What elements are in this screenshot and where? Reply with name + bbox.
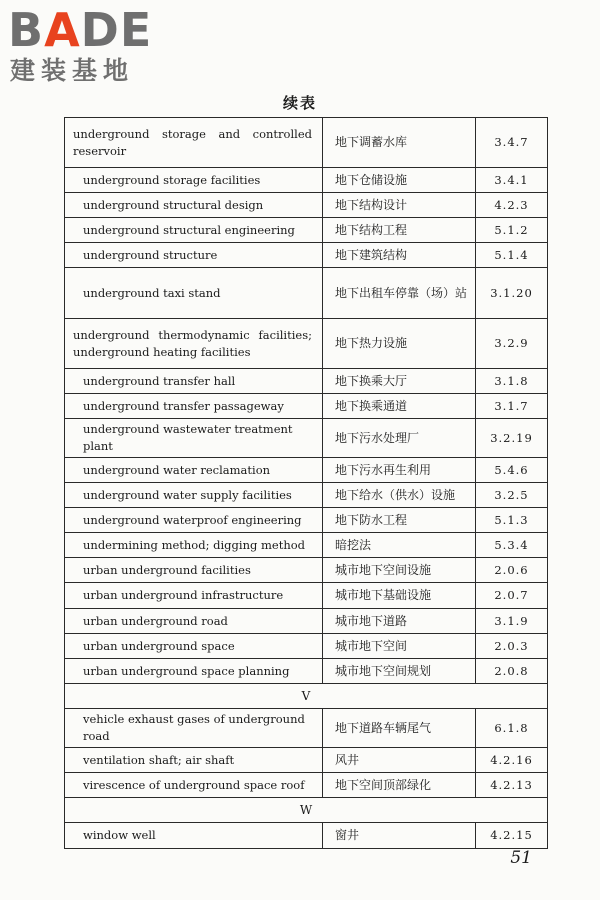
chinese-term: 地下防水工程 [323, 508, 476, 533]
clause-number: 5.3.4 [476, 533, 548, 558]
clause-number: 5.1.2 [476, 218, 548, 243]
english-term: underground water reclamation [65, 458, 323, 483]
section-letter-row [65, 684, 548, 709]
glossary-table-container [64, 117, 547, 849]
english-term: undermining method; digging method [65, 533, 323, 558]
clause-number: 3.2.9 [476, 319, 548, 369]
table-row [65, 748, 548, 773]
chinese-term: 地下污水再生利用 [323, 458, 476, 483]
english-term: underground transfer passageway [65, 394, 323, 419]
table-row [65, 394, 548, 419]
table-row [65, 583, 548, 609]
clause-number: 2.0.7 [476, 583, 548, 609]
table-row [65, 773, 548, 798]
english-term: underground storage and controlled reservoir [65, 118, 323, 168]
chinese-term: 城市地下空间规划 [323, 659, 476, 684]
table-row [65, 609, 548, 634]
english-term: underground water supply facilities [65, 483, 323, 508]
clause-number: 3.1.8 [476, 369, 548, 394]
section-letter: V [65, 684, 548, 709]
chinese-term: 地下结构设计 [323, 193, 476, 218]
table-row [65, 458, 548, 483]
clause-number: 4.2.16 [476, 748, 548, 773]
clause-number: 5.4.6 [476, 458, 548, 483]
clause-number: 3.1.7 [476, 394, 548, 419]
table-row [65, 118, 548, 168]
table-row [65, 659, 548, 684]
page-number: 51 [510, 848, 532, 868]
chinese-term: 地下调蓄水库 [323, 118, 476, 168]
table-row [65, 218, 548, 243]
chinese-term: 地下污水处理厂 [323, 419, 476, 458]
table-row [65, 558, 548, 583]
table-row [65, 193, 548, 218]
table-row [65, 483, 548, 508]
clause-number: 2.0.8 [476, 659, 548, 684]
english-term: virescence of underground space roof [65, 773, 323, 798]
chinese-term: 城市地下空间 [323, 634, 476, 659]
chinese-term: 暗挖法 [323, 533, 476, 558]
clause-number: 2.0.6 [476, 558, 548, 583]
table-row [65, 508, 548, 533]
chinese-term: 地下给水（供水）设施 [323, 483, 476, 508]
table-row [65, 634, 548, 659]
logo [8, 4, 178, 88]
chinese-term: 风井 [323, 748, 476, 773]
chinese-term: 地下道路车辆尾气 [323, 709, 476, 748]
clause-number: 3.4.7 [476, 118, 548, 168]
clause-number: 3.1.20 [476, 268, 548, 319]
section-letter: W [65, 798, 548, 823]
english-term: urban underground road [65, 609, 323, 634]
table-row [65, 709, 548, 748]
clause-number: 3.4.1 [476, 168, 548, 193]
table-row [65, 533, 548, 558]
table-row [65, 419, 548, 458]
clause-number: 4.2.13 [476, 773, 548, 798]
table-row [65, 268, 548, 319]
table-row [65, 319, 548, 369]
logo-wordmark: BADE [8, 3, 153, 57]
clause-number: 3.2.5 [476, 483, 548, 508]
clause-number: 5.1.3 [476, 508, 548, 533]
table-caption: 续表 [282, 94, 317, 112]
english-term: window well [65, 823, 323, 849]
english-term: underground transfer hall [65, 369, 323, 394]
clause-number: 6.1.8 [476, 709, 548, 748]
chinese-term: 窗井 [323, 823, 476, 849]
clause-number: 2.0.3 [476, 634, 548, 659]
section-letter-row [65, 798, 548, 823]
clause-number: 4.2.15 [476, 823, 548, 849]
chinese-term: 城市地下道路 [323, 609, 476, 634]
clause-number: 3.1.9 [476, 609, 548, 634]
chinese-term: 地下空间顶部绿化 [323, 773, 476, 798]
english-term: underground wastewater treatment plant [65, 419, 323, 458]
chinese-term: 地下换乘大厅 [323, 369, 476, 394]
english-term: underground thermodynamic facilities; underground heating facilities [65, 319, 323, 369]
english-term: ventilation shaft; air shaft [65, 748, 323, 773]
clause-number: 5.1.4 [476, 243, 548, 268]
clause-number: 3.2.19 [476, 419, 548, 458]
chinese-term: 地下出租车停靠（场）站 [323, 268, 476, 319]
table-row [65, 823, 548, 849]
clause-number: 4.2.3 [476, 193, 548, 218]
logo-tagline: 建装基地 [10, 56, 135, 85]
english-term: underground structural design [65, 193, 323, 218]
chinese-term: 地下结构工程 [323, 218, 476, 243]
english-term: underground waterproof engineering [65, 508, 323, 533]
table-row [65, 369, 548, 394]
english-term: urban underground infrastructure [65, 583, 323, 609]
chinese-term: 地下热力设施 [323, 319, 476, 369]
chinese-term: 城市地下空间设施 [323, 558, 476, 583]
table-row [65, 168, 548, 193]
english-term: underground taxi stand [65, 268, 323, 319]
english-term: underground structure [65, 243, 323, 268]
english-term: urban underground space planning [65, 659, 323, 684]
english-term: urban underground space [65, 634, 323, 659]
chinese-term: 城市地下基础设施 [323, 583, 476, 609]
chinese-term: 地下仓储设施 [323, 168, 476, 193]
english-term: urban underground facilities [65, 558, 323, 583]
table-row [65, 243, 548, 268]
chinese-term: 地下换乘通道 [323, 394, 476, 419]
english-term: vehicle exhaust gases of underground road [65, 709, 323, 748]
glossary-table [64, 117, 548, 849]
english-term: underground storage facilities [65, 168, 323, 193]
english-term: underground structural engineering [65, 218, 323, 243]
chinese-term: 地下建筑结构 [323, 243, 476, 268]
